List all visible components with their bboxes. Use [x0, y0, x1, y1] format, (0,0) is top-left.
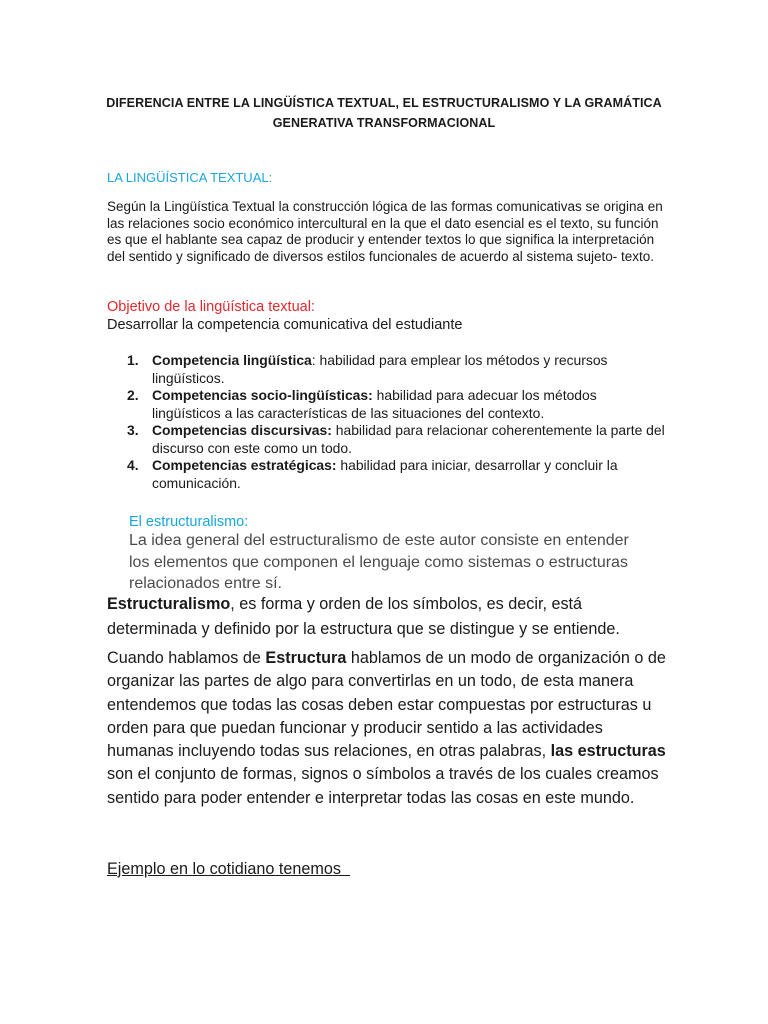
objective-text: Desarrollar la competencia comunicativa del estudiante [107, 317, 463, 333]
list-item [127, 387, 667, 422]
paragraph-term-las-estructuras: las estructuras [550, 742, 666, 761]
example-heading: Ejemplo en lo cotidiano tenemos [107, 860, 350, 878]
list-item-number: 4. [127, 457, 139, 473]
list-item-number: 1. [127, 352, 139, 368]
list-item-description: habilidad para relacionar coherentemente la parte del discurso con este como un todo. [152, 422, 665, 456]
list-item-term: Competencias socio-lingüísticas: [152, 387, 373, 403]
paragraph-term: Estructuralismo [107, 595, 231, 613]
list-item [127, 422, 667, 457]
paragraph-text-start: Cuando hablamos de [107, 649, 266, 667]
title-line-1: DIFERENCIA ENTRE LA LINGÜÍSTICA TEXTUAL, EL ESTRUCTURALISMO Y LA GRAMÁTICA [106, 96, 662, 110]
structuralism-label: El estructuralismo: [129, 514, 249, 530]
list-item-description: habilidad para adecuar los métodos lingüísticos a las características de las situaciones del contexto. [152, 387, 597, 421]
list-item-term: Competencias estratégicas: [152, 457, 337, 473]
paragraph-term-estructura: Estructura [265, 649, 347, 667]
paragraph-text-end: son el conjunto de formas, signos o símbolos a través de los cuales creamos sentido para poder entender e interpretar todas las cosas en este mundo. [107, 765, 659, 807]
section-heading-linguistica-textual: LA LINGÜÍSTICA TEXTUAL: [107, 170, 273, 185]
list-item-number: 3. [127, 422, 139, 438]
title-line-2: GENERATIVA TRANSFORMACIONAL [272, 116, 496, 130]
objective-label: Objetivo de la lingüística textual: [107, 299, 315, 315]
list-item [127, 352, 667, 387]
list-item-term: Competencia lingüística [152, 352, 312, 368]
structuralism-definition-paragraph [107, 592, 667, 642]
structure-paragraph [107, 647, 673, 810]
competencies-list [127, 352, 667, 492]
list-item-description: : habilidad para emplear los métodos y recursos lingüísticos. [152, 352, 608, 386]
list-item-number: 2. [127, 387, 139, 403]
document-title [80, 93, 688, 133]
list-item [127, 457, 667, 492]
structuralism-text: La idea general del estructuralismo de este autor consiste en entender los elementos que componen el lenguaje como sistemas o estructuras relacionados entre sí. [129, 532, 629, 592]
list-item-description: habilidad para iniciar, desarrollar y concluir la comunicación. [152, 457, 618, 491]
list-item-term: Competencias discursivas: [152, 422, 332, 438]
paragraph-text: , es forma y orden de los símbolos, es decir, está determinada y definido por la estructura que se distingue y se entiende. [107, 595, 620, 638]
paragraph-text-middle: hablamos de un modo de organización o de organizar las partes de algo para convertirlas en un todo, de esta manera entendemos que todas las cosas deben estar compuestas por estructuras u orden para que puedan funcionar y producir sentido a las actividades humanas incluyendo todas sus relaciones, en otras palabras, [107, 649, 666, 761]
intro-paragraph: Según la Lingüística Textual la construcción lógica de las formas comunicativas se origina en las relaciones socio económico intercultural en la que el dato esencial es el texto, su función es que el hablante sea capaz de producir y entender textos lo que significa la interpretación del sentido y significado de diversos estilos funcionales de acuerdo al sistema sujeto- texto. [107, 199, 663, 264]
